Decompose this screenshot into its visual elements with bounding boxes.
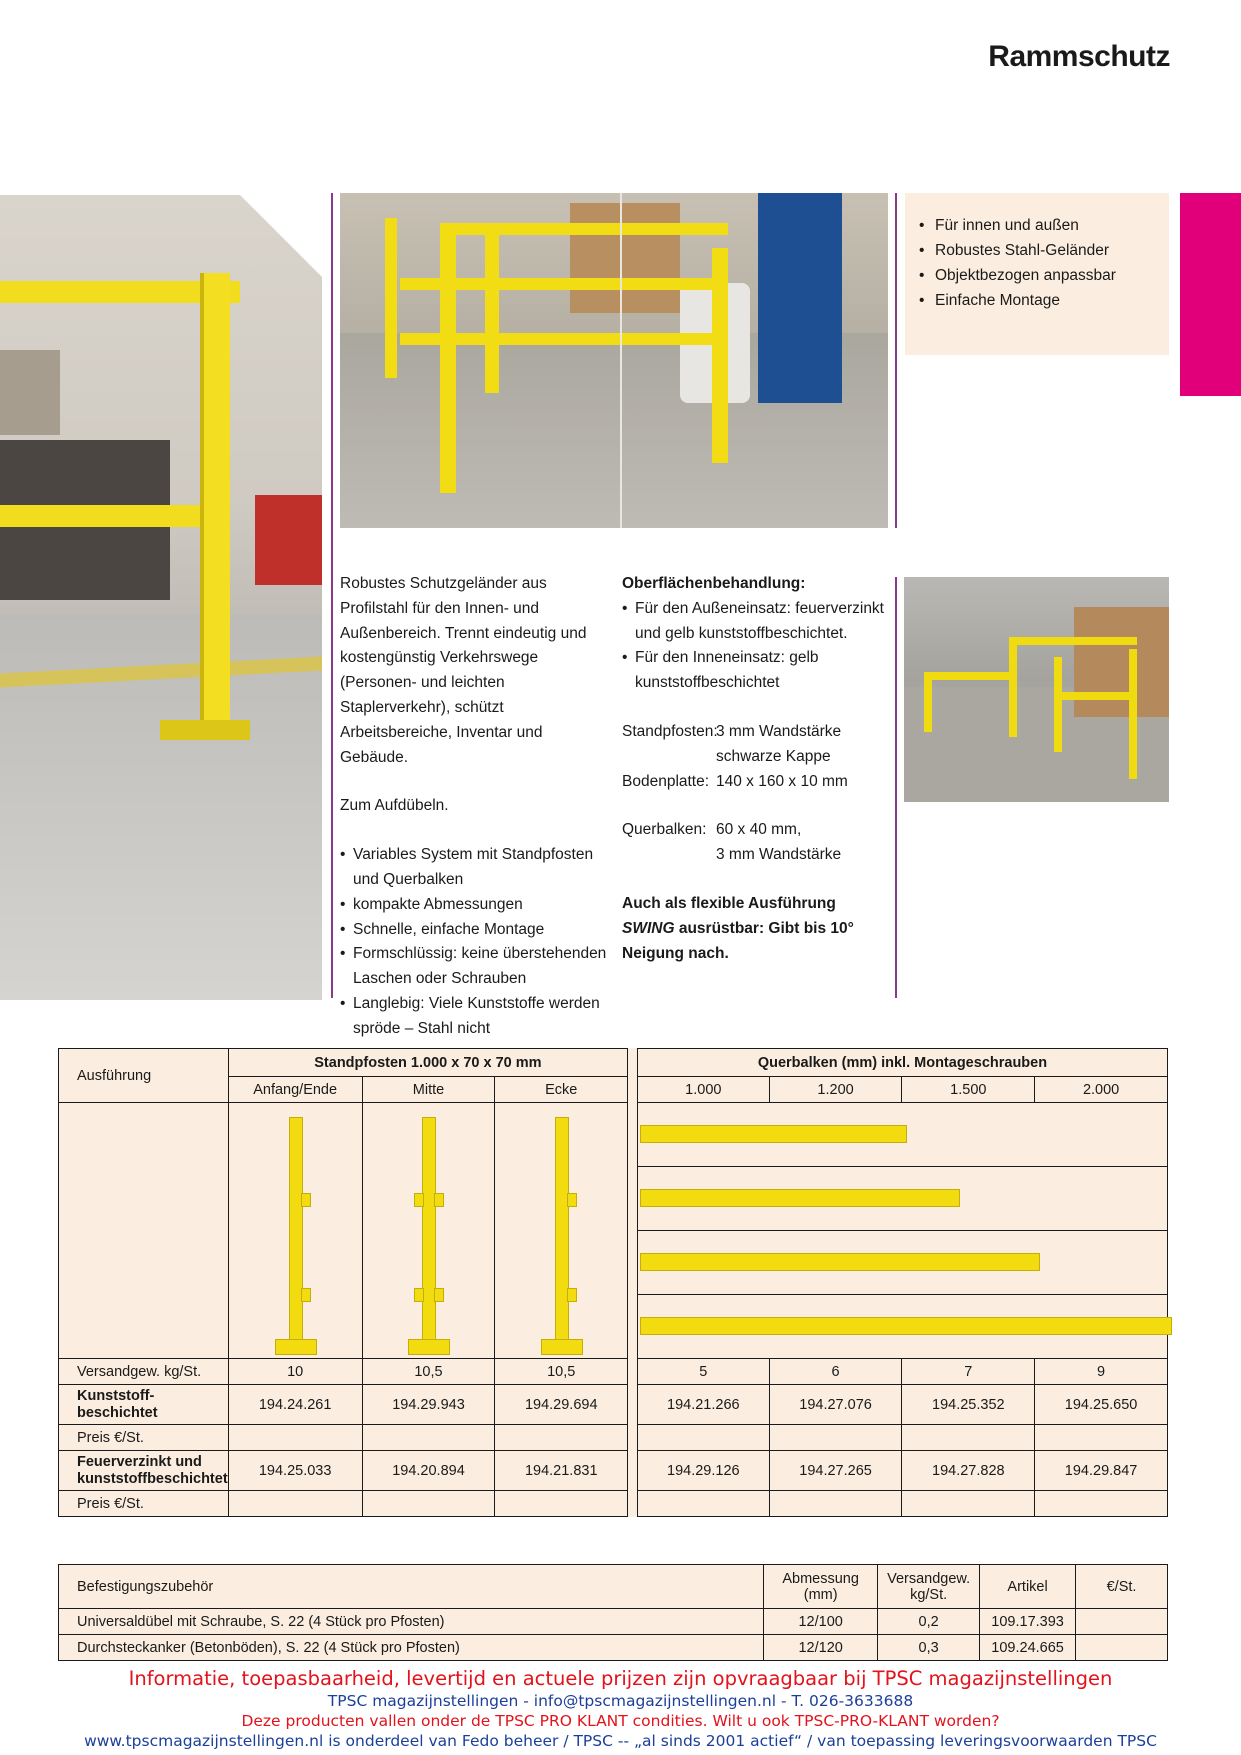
- post-corner-image: [495, 1103, 628, 1359]
- acc-weight: 0,3: [878, 1635, 980, 1661]
- table-cell: [902, 1491, 1035, 1517]
- acc-header-name: Befestigungszubehör: [59, 1565, 764, 1609]
- spec-label: Bodenplatte:: [622, 772, 710, 790]
- table-cell: 194.25.650: [1035, 1385, 1168, 1425]
- row-label: Versandgew. kg/St.: [59, 1359, 229, 1385]
- spec-row-beam: [622, 818, 884, 868]
- table-cell: 194.27.076: [769, 1385, 902, 1425]
- table-cell: 194.29.943: [362, 1385, 495, 1425]
- acc-name: Durchsteckanker (Betonböden), S. 22 (4 Stück pro Pfosten): [59, 1635, 764, 1661]
- row-label: Feuerverzinkt und kunststoffbeschichtet: [59, 1451, 229, 1491]
- acc-header-price: €/St.: [1076, 1565, 1168, 1609]
- col-header-ausfuehrung: Ausführung: [59, 1049, 229, 1103]
- acc-article: 109.17.393: [980, 1609, 1076, 1635]
- spec-label: Querbalken:: [622, 821, 707, 839]
- group-header-beams: Querbalken (mm) inkl. Montageschrauben: [637, 1049, 1167, 1077]
- table-row: [59, 1359, 1168, 1385]
- table-cell: [362, 1491, 495, 1517]
- table-row: [59, 1385, 1168, 1425]
- page-title: Rammschutz: [988, 40, 1170, 73]
- table-cell: [1035, 1425, 1168, 1451]
- table-cell: [362, 1425, 495, 1451]
- beam-image: [640, 1125, 907, 1143]
- column-rule: [331, 193, 333, 998]
- col-header: Mitte: [362, 1077, 495, 1103]
- feature-list: [905, 213, 1169, 313]
- beam-image: [640, 1317, 1172, 1335]
- table-cell: 194.21.266: [637, 1385, 769, 1425]
- acc-article: 109.24.665: [980, 1635, 1076, 1661]
- table-cell: 194.29.126: [637, 1451, 769, 1491]
- description-intro: Robustes Schutzgeländer aus Profilstahl für den Innen- und Außenbereich. Trennt eindeutig und kostengünstig Verkehrswege (Personen- und leichten Staplerverkehr), schützt Arbeitsbereiche, Inventar und Gebäude.: [340, 575, 587, 766]
- flex-note: Auch als flexible Ausführung SWING ausrüstbar: Gibt bis 10° Neigung nach.: [622, 894, 854, 962]
- col-header: Anfang/Ende: [228, 1077, 362, 1103]
- product-table: [58, 1048, 1168, 1517]
- col-header: 1.200: [769, 1077, 902, 1103]
- description-column: [340, 572, 610, 1042]
- table-cell: 194.21.831: [495, 1451, 628, 1491]
- acc-weight: 0,2: [878, 1609, 980, 1635]
- col-header: 2.000: [1035, 1077, 1168, 1103]
- advantage-item: • Langlebig: Viele Kunststoffe werden spröde – Stahl nicht: [340, 992, 610, 1042]
- surface-heading: Oberflächenbehandlung:: [622, 575, 806, 592]
- footer-legal: www.tpscmagazijnstellingen.nl is onderdeel van Fedo beheer / TPSC -- „al sinds 2001 actief“ / van toepassing leveringsvoorwaarden TPSC: [84, 1732, 1157, 1750]
- post-middle-image: [362, 1103, 495, 1359]
- table-cell: [228, 1491, 362, 1517]
- table-row: [59, 1451, 1168, 1491]
- column-rule: [895, 577, 897, 998]
- footer-info: Informatie, toepasbaarheid, levertijd en actuele prijzen zijn opvraagbaar bij TPSC magazijnstellingen: [128, 1667, 1113, 1690]
- beam-image: [640, 1189, 960, 1207]
- advantage-item: • Variables System mit Standpfosten und Querbalken: [340, 843, 610, 893]
- beams-image: [637, 1103, 1167, 1359]
- spec-value: 140 x 160 x 10 mm: [716, 772, 848, 790]
- table-cell: [495, 1491, 628, 1517]
- table-cell: 194.20.894: [362, 1451, 495, 1491]
- table-cell: [902, 1425, 1035, 1451]
- mounting-note: Zum Aufdübeln.: [340, 797, 449, 815]
- surface-item: • Für den Inneneinsatz: gelb kunststoffbeschichtet: [622, 646, 884, 696]
- row-label: Preis €/St.: [59, 1491, 229, 1517]
- accessory-table: [58, 1564, 1168, 1661]
- acc-header-article: Artikel: [980, 1565, 1076, 1609]
- section-tab: [1180, 193, 1241, 396]
- col-header: Ecke: [495, 1077, 628, 1103]
- table-cell: 10,5: [495, 1359, 628, 1385]
- table-cell: [769, 1491, 902, 1517]
- table-cell: 6: [769, 1359, 902, 1385]
- table-cell: 194.25.352: [902, 1385, 1035, 1425]
- feature-item: • Objektbezogen anpassbar: [923, 263, 1169, 288]
- col-header: 1.500: [902, 1077, 1035, 1103]
- column-rule: [895, 193, 897, 528]
- post-end-image: [228, 1103, 362, 1359]
- table-cell: 194.25.033: [228, 1451, 362, 1491]
- acc-header-dim: Abmessung (mm): [764, 1565, 878, 1609]
- product-photo-closeup: [0, 195, 322, 1000]
- row-label: Kunststoff-beschichtet: [59, 1385, 229, 1425]
- table-cell: 10,5: [362, 1359, 495, 1385]
- feature-item: • Robustes Stahl-Geländer: [923, 238, 1169, 263]
- table-cell: 7: [902, 1359, 1035, 1385]
- table-cell: 194.27.265: [769, 1451, 902, 1491]
- acc-dim: 12/120: [764, 1635, 878, 1661]
- table-cell: [1035, 1491, 1168, 1517]
- table-cell: 10: [228, 1359, 362, 1385]
- table-cell: [495, 1425, 628, 1451]
- beam-row: [638, 1295, 1167, 1358]
- advantage-item: • Formschlüssig: keine überstehenden Laschen oder Schrauben: [340, 942, 610, 992]
- acc-name: Universaldübel mit Schraube, S. 22 (4 Stück pro Pfosten): [59, 1609, 764, 1635]
- table-cell: 194.27.828: [902, 1451, 1035, 1491]
- feature-item: • Einfache Montage: [923, 288, 1169, 313]
- table-cell: [769, 1425, 902, 1451]
- feature-box: [905, 193, 1169, 355]
- feature-item: • Für innen und außen: [923, 213, 1169, 238]
- row-label: Preis €/St.: [59, 1425, 229, 1451]
- acc-header-weight: Versandgew. kg/St.: [878, 1565, 980, 1609]
- table-cell: 194.24.261: [228, 1385, 362, 1425]
- table-cell: 5: [637, 1359, 769, 1385]
- spec-value: 3 mm Wandstärke schwarze Kappe: [716, 722, 842, 765]
- product-photo-install: [904, 577, 1169, 802]
- surface-item: • Für den Außeneinsatz: feuerverzinkt und gelb kunststoffbeschichtet.: [622, 597, 884, 647]
- acc-price: [1076, 1609, 1168, 1635]
- table-cell: 9: [1035, 1359, 1168, 1385]
- product-photo-warehouse: [340, 193, 888, 528]
- advantage-item: • Schnelle, einfache Montage: [340, 918, 610, 943]
- advantage-item: • kompakte Abmessungen: [340, 893, 610, 918]
- spec-value: 60 x 40 mm, 3 mm Wandstärke: [716, 821, 842, 864]
- group-header-posts: Standpfosten 1.000 x 70 x 70 mm: [228, 1049, 627, 1077]
- surface-column: [622, 572, 884, 966]
- footer-contact: TPSC magazijnstellingen - info@tpscmagazijnstellingen.nl - T. 026-3633688: [327, 1692, 914, 1710]
- surface-list: [622, 597, 884, 696]
- footer-pro-klant: Deze producten vallen onder de TPSC PRO KLANT condities. Wilt u ook TPSC-PRO-KLANT worden?: [241, 1712, 1000, 1730]
- table-cell: 194.29.847: [1035, 1451, 1168, 1491]
- acc-dim: 12/100: [764, 1609, 878, 1635]
- table-cell: [637, 1425, 769, 1451]
- beam-row: [638, 1103, 1167, 1167]
- advantages-list: [340, 843, 610, 1041]
- table-row: [59, 1425, 1168, 1451]
- table-cell: [637, 1491, 769, 1517]
- table-cell: 194.29.694: [495, 1385, 628, 1425]
- spec-row-plate: [622, 770, 884, 795]
- spec-row-post: [622, 720, 884, 770]
- beam-row: [638, 1167, 1167, 1231]
- col-header: 1.000: [637, 1077, 769, 1103]
- table-cell: [228, 1425, 362, 1451]
- table-row: [59, 1491, 1168, 1517]
- beam-image: [640, 1253, 1040, 1271]
- acc-price: [1076, 1635, 1168, 1661]
- spec-label: Standpfosten:: [622, 722, 718, 740]
- beam-row: [638, 1231, 1167, 1295]
